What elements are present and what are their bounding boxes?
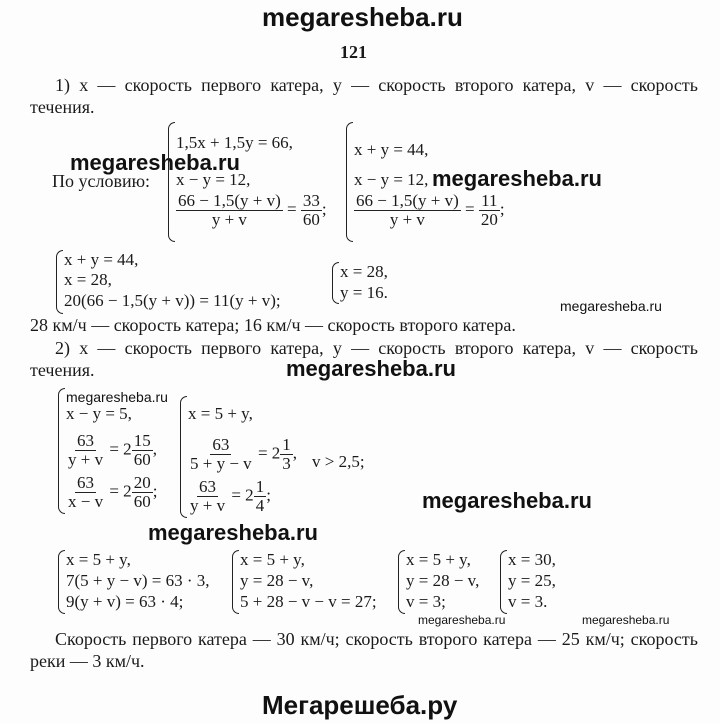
equation: x = 30, — [508, 550, 556, 569]
equation: v = 3; — [406, 592, 446, 611]
equals-mixed: = 2 — [109, 439, 132, 459]
equation: x = 28, — [340, 262, 388, 281]
equation: 20(66 − 1,5(y + v)) = 11(y + v); — [64, 291, 281, 310]
part2-intro-line1: 2) x — скорость первого катера, y — скорость второго катера, v — скорость — [55, 338, 698, 358]
numerator: 63 — [199, 477, 217, 496]
denominator: 20 — [480, 210, 498, 229]
part2-intro-line2: течения. — [30, 360, 95, 380]
numerator: 20 — [133, 473, 151, 492]
equation: 5 + 28 − v − v = 27; — [240, 592, 377, 611]
part1-intro-line2: течения. — [30, 97, 95, 117]
numerator: 1 — [282, 435, 291, 454]
numerator: 63 — [212, 435, 230, 454]
equation: x − y = 5, — [66, 404, 132, 423]
system-brace — [332, 262, 339, 304]
denominator: y + v — [190, 496, 226, 515]
equation-fraction: $\frac{63}{y + v}$ = 2 $\frac{1}{4}$ ; — [190, 477, 271, 515]
equation: x + y = 44, — [354, 140, 429, 159]
watermark-inline: megaresheba.ru — [148, 520, 318, 545]
problem-number: 121 — [340, 42, 367, 62]
equation: y = 16. — [340, 283, 388, 302]
equation: x = 5 + y, — [406, 550, 471, 569]
system-brace — [232, 550, 239, 614]
watermark-bottom: Мегарешеба.ру — [262, 690, 458, 720]
denominator: 3 — [282, 454, 291, 473]
denominator: 60 — [133, 450, 151, 469]
equation: x + y = 44, — [64, 250, 139, 269]
equation: x = 5 + y, — [240, 550, 305, 569]
equals-mixed: = 2 — [109, 481, 132, 501]
watermark-inline: megaresheba.ru — [286, 356, 456, 381]
watermark-inline: megaresheba.ru — [582, 613, 670, 627]
system-brace — [168, 122, 175, 242]
equals-mixed: = 2 — [257, 443, 281, 463]
part1-answer: 28 км/ч — скорость катера; 16 км/ч — скорость второго катера. — [30, 315, 516, 335]
equation: x − y = 12, — [176, 170, 251, 189]
system-brace — [58, 550, 65, 614]
denominator: y + v — [211, 210, 247, 229]
system-brace — [56, 250, 63, 314]
numerator: 11 — [481, 191, 498, 210]
equation: x = 5 + y, — [66, 550, 131, 569]
equation: x = 28, — [64, 270, 112, 289]
equation: y = 28 − v, — [406, 571, 480, 590]
numerator: 63 — [77, 473, 95, 492]
numerator: 66 − 1,5(y + v) — [356, 191, 459, 210]
denominator: 5 + y − v — [190, 454, 252, 473]
part1-intro-line1: 1) x — скорость первого катера, y — скорость второго катера, v — скорость — [55, 75, 698, 95]
watermark-inline: megaresheba.ru — [70, 150, 240, 175]
system-brace — [180, 396, 187, 518]
denominator: 4 — [255, 496, 265, 515]
part2-answer-line2: реки — 3 км/ч. — [30, 651, 145, 671]
equation: 9(y + v) = 63 · 4; — [66, 592, 184, 611]
numerator: 66 − 1,5(y + v) — [178, 191, 281, 210]
denominator: 60 — [302, 210, 320, 229]
numerator: 1 — [255, 477, 265, 496]
equation: y = 25, — [508, 571, 556, 590]
watermark-top: megaresheba.ru — [262, 2, 463, 32]
equals-mixed: = 2 — [231, 485, 254, 505]
part2-answer-line1: Скорость первого катера — 30 км/ч; скорость второго катера — 25 км/ч; скорость — [55, 629, 698, 649]
numerator: 63 — [77, 431, 95, 450]
equation-fraction: $\frac{66 - 1,5(y + v)}{y + v}$ = $\frac{33}{60}$ ; — [178, 191, 327, 229]
watermark-inline: megaresheba.ru — [418, 613, 506, 627]
equation: x = 5 + y, — [188, 404, 253, 423]
constraint: v > 2,5; — [312, 452, 365, 471]
equation-fraction: $\frac{63}{y + v}$ = 2 $\frac{15}{60}$ , — [68, 431, 157, 469]
numerator: 15 — [133, 431, 151, 450]
equation-fraction: $\frac{66 - 1,5(y + v)}{y + v}$ = $\frac{11}{20}$ ; — [356, 191, 505, 229]
equation: 1,5x + 1,5y = 66, — [176, 133, 293, 152]
denominator: x − v — [68, 492, 104, 511]
watermark-inline: megaresheba.ru — [66, 389, 168, 405]
denominator: 60 — [133, 492, 151, 511]
equation: 7(5 + y − v) = 63 · 3, — [66, 571, 210, 590]
watermark-inline: megaresheba.ru — [422, 488, 592, 513]
equation: v = 3. — [508, 592, 548, 611]
denominator: y + v — [389, 210, 425, 229]
denominator: y + v — [68, 450, 104, 469]
watermark-inline: megaresheba.ru — [432, 166, 602, 191]
equation-fraction: $\frac{63}{x - v}$ = 2 $\frac{20}{60}$ ; — [68, 473, 158, 511]
numerator: 33 — [302, 191, 320, 210]
equation: y = 28 − v, — [240, 571, 314, 590]
system-brace — [398, 550, 405, 614]
system-brace — [346, 122, 353, 242]
system-brace — [500, 550, 507, 614]
watermark-inline: megaresheba.ru — [560, 298, 662, 314]
equation: x − y = 12, — [354, 170, 429, 189]
system-brace — [58, 388, 65, 514]
condition-label: По условию: — [52, 171, 151, 191]
equation-fraction: $\frac{63}{5 + y - v}$ = 2 $\frac{1}{3}$ , — [190, 435, 298, 473]
